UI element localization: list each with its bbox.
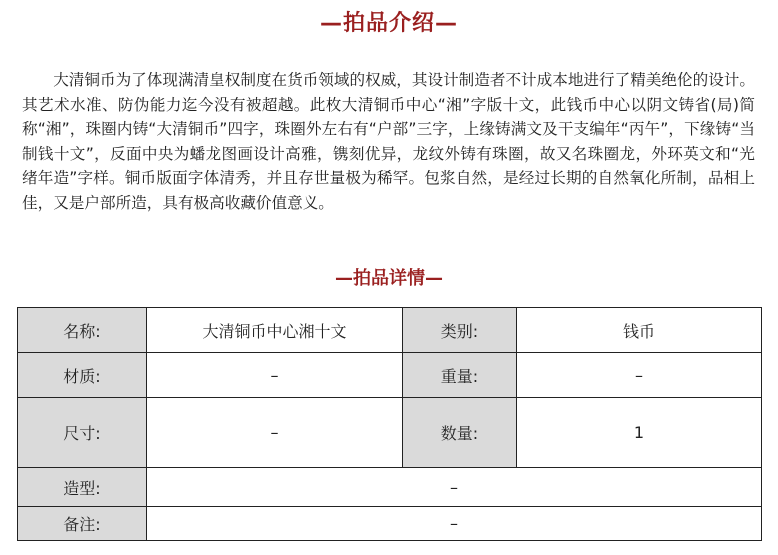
- details-table: [17, 307, 762, 541]
- shape-value: –: [147, 468, 762, 507]
- material-value: –: [147, 353, 403, 398]
- category-label: 类别:: [403, 308, 517, 353]
- size-value: –: [147, 398, 403, 468]
- details-section-title: —拍品详情—: [335, 268, 443, 289]
- weight-label: 重量:: [403, 353, 517, 398]
- size-label: 尺寸:: [18, 398, 147, 468]
- intro-section-title: —拍品介绍—: [319, 11, 458, 36]
- name-label: 名称:: [18, 308, 147, 353]
- weight-value: –: [517, 353, 762, 398]
- table-row: [18, 353, 762, 398]
- shape-label: 造型:: [18, 468, 147, 507]
- quantity-value: 1: [517, 398, 762, 468]
- table-row: [18, 507, 762, 541]
- table-row: [18, 398, 762, 468]
- name-value: 大清铜币中心湘十文: [147, 308, 403, 353]
- material-label: 材质:: [18, 353, 147, 398]
- table-row: [18, 468, 762, 507]
- quantity-label: 数量:: [403, 398, 517, 468]
- remarks-value: –: [147, 507, 762, 541]
- remarks-label: 备注:: [18, 507, 147, 541]
- table-row: [18, 308, 762, 353]
- intro-paragraph: 大清铜币为了体现满清皇权制度在货币领域的权威，其设计制造者不计成本地进行了精美绝伦的设计。其艺术水准、防伪能力迄今没有被超越。此枚大清铜币中心“湘”字版十文，此钱币中心以阴文铸省(局)简称“湘”，珠圈内铸“大清铜币”四字，珠圈外左右有“户部”三字，上缘铸满文及干支编年“丙午”，下缘铸“当制钱十文”，反面中央为蟠龙图画设计高雅，镌刻优异，龙纹外铸有珠圈，故又名珠圈龙，外环英文和“光绪年造”字样。铜币版面字体清秀，并且存世量极为稀罕。包浆自然，是经过长期的自然氧化所制，品相上佳，又是户部所造，具有极高收藏价值意义。: [22, 71, 755, 212]
- category-value: 钱币: [517, 308, 762, 353]
